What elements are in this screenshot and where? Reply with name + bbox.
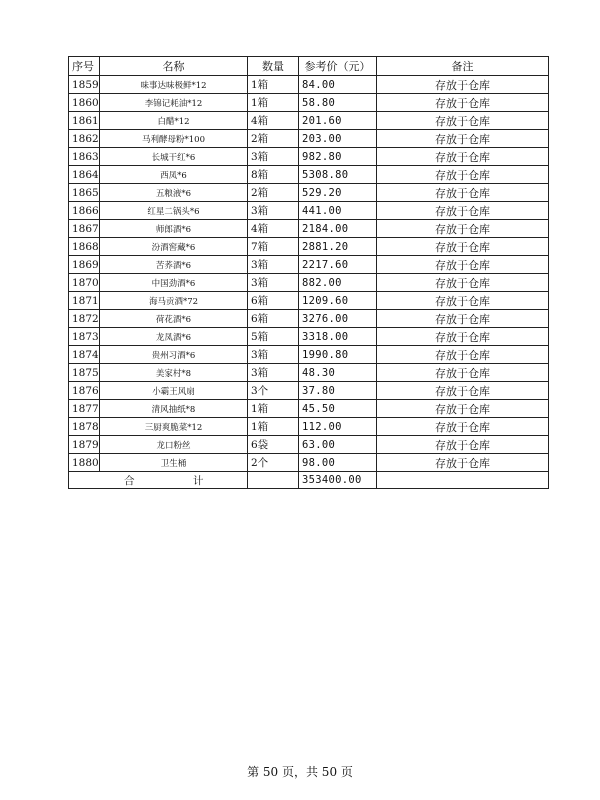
table-row [69, 310, 549, 328]
page-number: 第 50 页，共 50 页 [247, 765, 353, 779]
total-label-ji: 计 [192, 474, 204, 487]
cell-name: 汾酒窖藏*6 [100, 238, 248, 256]
cell-serial: 1865 [69, 184, 100, 202]
cell-price: 58.80 [299, 94, 377, 112]
cell-quantity: 3箱 [248, 256, 299, 274]
table-row [69, 202, 549, 220]
cell-remark: 存放于仓库 [377, 112, 549, 130]
total-remark-empty [377, 472, 549, 489]
cell-price: 441.00 [299, 202, 377, 220]
total-quantity-empty [248, 472, 299, 489]
cell-quantity: 3箱 [248, 202, 299, 220]
table-row [69, 436, 549, 454]
cell-name: 师郎酒*6 [100, 220, 248, 238]
cell-serial: 1866 [69, 202, 100, 220]
table-row [69, 130, 549, 148]
cell-name: 贵州习酒*6 [100, 346, 248, 364]
cell-serial: 1869 [69, 256, 100, 274]
cell-price: 203.00 [299, 130, 377, 148]
cell-price: 5308.80 [299, 166, 377, 184]
header-serial: 序号 [69, 57, 100, 76]
cell-remark: 存放于仓库 [377, 310, 549, 328]
header-remarks: 备注 [377, 57, 549, 76]
total-label-he: 合 [124, 474, 135, 487]
cell-price: 2217.60 [299, 256, 377, 274]
cell-price: 529.20 [299, 184, 377, 202]
cell-remark: 存放于仓库 [377, 256, 549, 274]
cell-name: 卫生桶 [100, 454, 248, 472]
cell-serial: 1880 [69, 454, 100, 472]
cell-name: 马利酵母粉*100 [100, 130, 248, 148]
cell-quantity: 1箱 [248, 76, 299, 94]
cell-serial: 1879 [69, 436, 100, 454]
cell-quantity: 2箱 [248, 184, 299, 202]
cell-remark: 存放于仓库 [377, 184, 549, 202]
cell-quantity: 8箱 [248, 166, 299, 184]
cell-serial: 1872 [69, 310, 100, 328]
table-row [69, 418, 549, 436]
cell-serial: 1875 [69, 364, 100, 382]
cell-name: 西凤*6 [100, 166, 248, 184]
cell-name: 红星二锅头*6 [100, 202, 248, 220]
cell-price: 982.80 [299, 148, 377, 166]
cell-quantity: 3箱 [248, 274, 299, 292]
table-row [69, 148, 549, 166]
header-quantity: 数量 [248, 57, 299, 76]
total-label [69, 472, 248, 489]
cell-serial: 1868 [69, 238, 100, 256]
cell-remark: 存放于仓库 [377, 400, 549, 418]
table-row [69, 346, 549, 364]
cell-price: 1209.60 [299, 292, 377, 310]
cell-name: 美家村*8 [100, 364, 248, 382]
cell-quantity: 4箱 [248, 220, 299, 238]
cell-price: 882.00 [299, 274, 377, 292]
cell-name: 小霸王风扇 [100, 382, 248, 400]
table-row [69, 292, 549, 310]
cell-quantity: 2箱 [248, 130, 299, 148]
cell-quantity: 3个 [248, 382, 299, 400]
cell-name: 荷花酒*6 [100, 310, 248, 328]
cell-price: 3318.00 [299, 328, 377, 346]
cell-remark: 存放于仓库 [377, 418, 549, 436]
table-row [69, 382, 549, 400]
cell-name: 白醋*12 [100, 112, 248, 130]
cell-name: 苦荞酒*6 [100, 256, 248, 274]
cell-quantity: 6箱 [248, 310, 299, 328]
cell-remark: 存放于仓库 [377, 76, 549, 94]
cell-price: 1990.80 [299, 346, 377, 364]
table-row [69, 184, 549, 202]
cell-serial: 1864 [69, 166, 100, 184]
cell-serial: 1878 [69, 418, 100, 436]
cell-quantity: 3箱 [248, 364, 299, 382]
cell-remark: 存放于仓库 [377, 454, 549, 472]
table-body [69, 76, 549, 489]
cell-remark: 存放于仓库 [377, 238, 549, 256]
cell-serial: 1863 [69, 148, 100, 166]
cell-quantity: 3箱 [248, 148, 299, 166]
cell-serial: 1861 [69, 112, 100, 130]
table-row [69, 256, 549, 274]
cell-remark: 存放于仓库 [377, 94, 549, 112]
cell-name: 长城干红*6 [100, 148, 248, 166]
cell-quantity: 1箱 [248, 418, 299, 436]
header-reference-price: 参考价（元） [299, 57, 377, 76]
header-name: 名称 [100, 57, 248, 76]
table-header-row [69, 57, 549, 76]
cell-remark: 存放于仓库 [377, 364, 549, 382]
cell-remark: 存放于仓库 [377, 202, 549, 220]
cell-remark: 存放于仓库 [377, 148, 549, 166]
cell-quantity: 4箱 [248, 112, 299, 130]
cell-price: 112.00 [299, 418, 377, 436]
table-row [69, 328, 549, 346]
cell-serial: 1877 [69, 400, 100, 418]
cell-name: 海马贡酒*72 [100, 292, 248, 310]
cell-name: 龙口粉丝 [100, 436, 248, 454]
cell-name: 龙凤酒*6 [100, 328, 248, 346]
cell-name: 中国劲酒*6 [100, 274, 248, 292]
cell-remark: 存放于仓库 [377, 130, 549, 148]
cell-price: 3276.00 [299, 310, 377, 328]
table-row [69, 454, 549, 472]
cell-remark: 存放于仓库 [377, 274, 549, 292]
table-row [69, 166, 549, 184]
cell-name: 五粮液*6 [100, 184, 248, 202]
cell-quantity: 1箱 [248, 400, 299, 418]
cell-name: 清风抽纸*8 [100, 400, 248, 418]
cell-price: 48.30 [299, 364, 377, 382]
cell-price: 98.00 [299, 454, 377, 472]
cell-serial: 1873 [69, 328, 100, 346]
cell-price: 45.50 [299, 400, 377, 418]
cell-quantity: 6袋 [248, 436, 299, 454]
cell-quantity: 1箱 [248, 94, 299, 112]
cell-quantity: 6箱 [248, 292, 299, 310]
cell-remark: 存放于仓库 [377, 220, 549, 238]
cell-name: 三厨爽脆菜*12 [100, 418, 248, 436]
cell-name: 味事达味极鲜*12 [100, 76, 248, 94]
cell-price: 2184.00 [299, 220, 377, 238]
total-row [69, 472, 549, 489]
table-row [69, 238, 549, 256]
cell-serial: 1867 [69, 220, 100, 238]
cell-serial: 1862 [69, 130, 100, 148]
cell-quantity: 3箱 [248, 346, 299, 364]
cell-remark: 存放于仓库 [377, 382, 549, 400]
total-price: 353400.00 [299, 472, 377, 489]
cell-quantity: 5箱 [248, 328, 299, 346]
cell-remark: 存放于仓库 [377, 292, 549, 310]
cell-serial: 1859 [69, 76, 100, 94]
table-row [69, 112, 549, 130]
cell-price: 2881.20 [299, 238, 377, 256]
table-row [69, 364, 549, 382]
cell-serial: 1876 [69, 382, 100, 400]
cell-serial: 1871 [69, 292, 100, 310]
cell-serial: 1874 [69, 346, 100, 364]
cell-serial: 1860 [69, 94, 100, 112]
cell-quantity: 2个 [248, 454, 299, 472]
cell-price: 37.80 [299, 382, 377, 400]
cell-remark: 存放于仓库 [377, 436, 549, 454]
table-row [69, 274, 549, 292]
table-row [69, 94, 549, 112]
cell-quantity: 7箱 [248, 238, 299, 256]
cell-name: 李锦记耗油*12 [100, 94, 248, 112]
cell-price: 84.00 [299, 76, 377, 94]
inventory-table [68, 56, 549, 489]
cell-price: 201.60 [299, 112, 377, 130]
cell-remark: 存放于仓库 [377, 328, 549, 346]
inventory-sheet [68, 56, 548, 489]
cell-serial: 1870 [69, 274, 100, 292]
table-row [69, 76, 549, 94]
cell-price: 63.00 [299, 436, 377, 454]
cell-remark: 存放于仓库 [377, 166, 549, 184]
table-row [69, 220, 549, 238]
table-row [69, 400, 549, 418]
cell-remark: 存放于仓库 [377, 346, 549, 364]
